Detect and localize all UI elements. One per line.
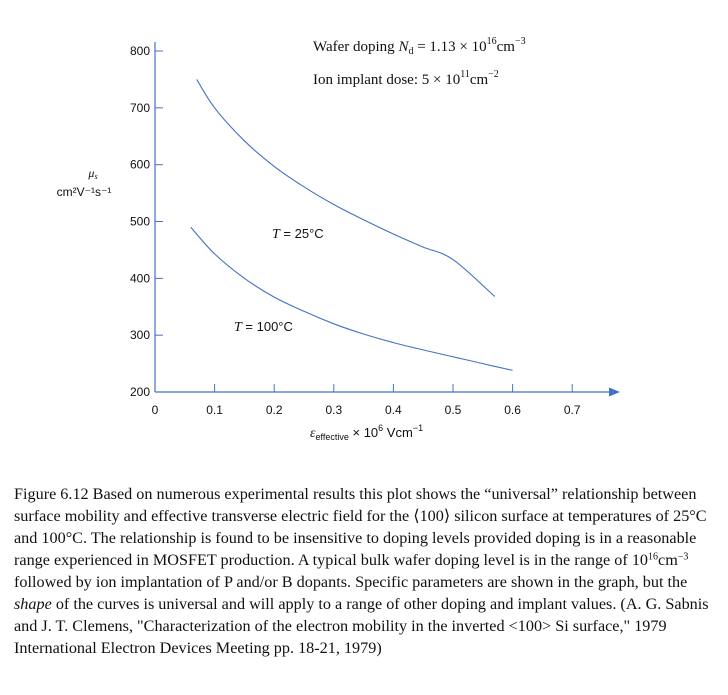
caption-part-1: Figure 6.12 Based on numerous experimental results this plot shows the “universal” relationship between surface mobility and effective transverse electric field for the ⟨100⟩ silicon surface at temperatures of 25°C and 100°C. The relationship is found to be insensitive to doping levels provided doping is in a reasonable range experienced in MOSFET production. A typical bulk wafer doping level is in the range of 10 (14, 485, 707, 569)
x-axis-label: $\varepsilon_{effective} \times 10^6$ Vcm$^{-1}$ (310, 423, 424, 442)
x-axis-ticks (152, 384, 581, 417)
y-tick-label: 700 (129, 100, 150, 115)
caption-part-3: of the curves is universal and will apply to a range of other doping and implant values. (A. G. Sabnis and J. T. Clemens, "Characterization of the electron mobility in the inverted <100> Si surface," 1979 International Electron Devices Meeting pp. 18-21, 1979) (14, 595, 709, 657)
caption-unit-exp-1: −3 (677, 551, 689, 563)
y-tick-label: 200 (129, 385, 150, 399)
curve-t25 (197, 79, 495, 296)
x-tick-label: 0.3 (325, 403, 343, 417)
caption-unit-1: cm (658, 551, 678, 569)
series-label-t25: T = 25°C (272, 226, 324, 242)
x-tick-label: 0.5 (444, 403, 462, 417)
series-label-t100: T = 100°C (234, 319, 293, 335)
x-tick-label: 0.6 (504, 403, 521, 417)
y-tick-label: 300 (129, 328, 150, 343)
annotation-implant-dose: Ion implant dose: $5 \times 10^{11}cm^{-2}$ (313, 69, 499, 88)
y-tick-label: 600 (129, 157, 150, 172)
y-axis-label-unit: cm²V⁻¹s⁻¹ (56, 185, 112, 199)
figure-caption (14, 483, 714, 659)
y-tick-label: 400 (129, 271, 150, 286)
y-tick-label: 500 (129, 214, 150, 229)
y-axis-label-symbol: μs (88, 166, 98, 181)
caption-emphasis: shape (14, 595, 52, 613)
annotation-wafer-doping: Wafer doping $N_d = 1.13 \times 10^{16}cm^{-3}$ (313, 36, 526, 57)
x-tick-label: 0.2 (265, 403, 283, 417)
caption-exp-1: 16 (648, 551, 659, 563)
x-tick-label: 0.1 (206, 403, 223, 417)
y-tick-label: 800 (129, 44, 150, 59)
x-tick-label: 0.7 (563, 403, 581, 417)
x-tick-label: 0.4 (385, 403, 402, 417)
curve-t100 (191, 227, 513, 370)
x-tick-label: 0 (151, 403, 159, 417)
y-axis-ticks (130, 44, 163, 399)
caption-part-2: followed by ion implantation of P and/or B dopants. Specific parameters are shown in the graph, but the (14, 573, 688, 591)
x-axis-arrow (609, 388, 620, 397)
